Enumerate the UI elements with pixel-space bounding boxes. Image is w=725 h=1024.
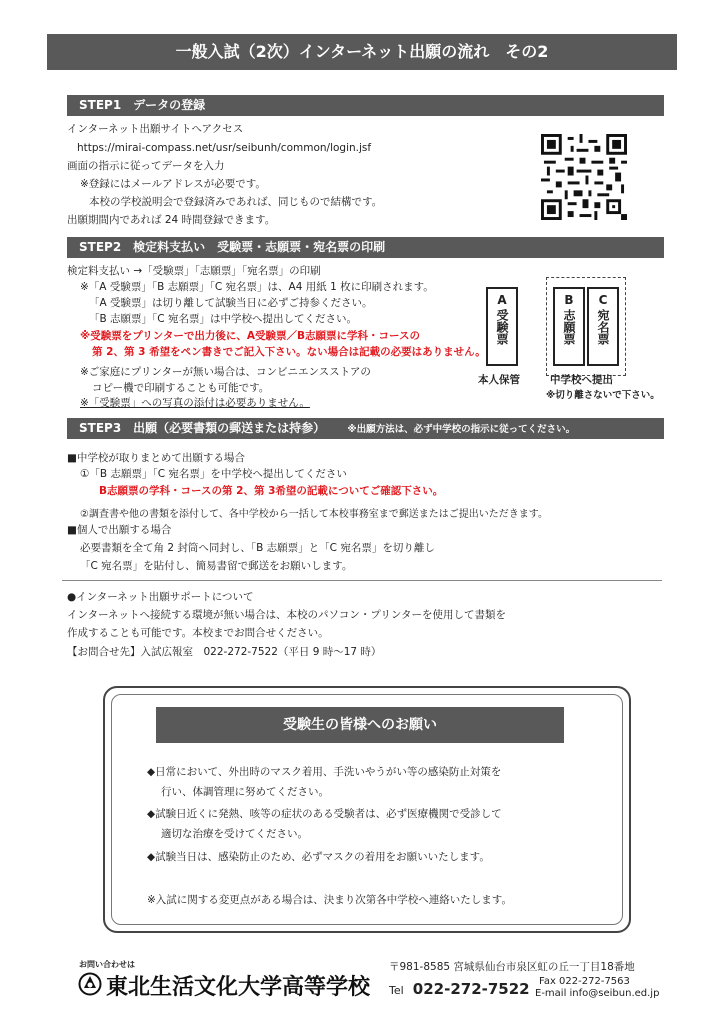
step3-line: ①「B 志願票」「C 宛名票」を中学校へ提出してください (80, 468, 347, 480)
footer-tel (389, 979, 530, 998)
step3-line: ②調査書や他の書類を添付して、各中学校から一括して本校事務室まで郵送またはご提出いただきます。 (80, 509, 548, 520)
step3-header-title: STEP3 出願（必要書類の郵送または持参） (79, 421, 326, 435)
tel-label: Tel (389, 984, 404, 997)
step3-red-line: B志願票の学科・コースの第 2、第 3希望の記載についてご確認下さい。 (99, 485, 444, 497)
ticket-bc-caption: 中学校へ提出 (550, 374, 613, 386)
footer-fax: Fax 022-272-7563 (539, 976, 630, 987)
page-title: 一般入試（2次）インターネット出願の流れ その2 (47, 34, 677, 70)
step2-line: 「B 志願票」「C 宛名票」は中学校へ提出してください。 (89, 313, 357, 325)
ticket-a-caption: 本人保管 (478, 374, 520, 386)
step2-red-line: 第 2、第 3 希望をペン書きでご記入下さい。ない場合は記載の必要はありません。 (92, 346, 486, 358)
ticket-bc-note: ※切り離さないで下さい。 (546, 390, 660, 401)
ticket-a-label: 受験票 (495, 309, 509, 345)
step1-line: ※登録にはメールアドレスが必要です。 (80, 178, 266, 190)
step3-line: 必要書類を全て角 2 封筒へ同封し、「B 志願票」と「C 宛名票」を切り離し (80, 542, 435, 554)
step2-line: 検定料支払い →「受験票」「志願票」「宛名票」の印刷 (67, 265, 321, 277)
request-item: 適切な治療を受けてください。 (161, 828, 308, 840)
step3-line: ■中学校が取りまとめて出願する場合 (67, 452, 245, 464)
request-item: ◆日常において、外出時のマスク着用、手洗いやうがい等の感染防止対策を (147, 766, 502, 778)
step3-line: 「C 宛名票」を貼付し、簡易書留で郵送をお願いします。 (80, 560, 353, 572)
request-title: 受験生の皆様へのお願い (156, 707, 564, 743)
divider (62, 580, 662, 581)
step1-header: STEP1 データの登録 (67, 95, 664, 116)
step2-header: STEP2 検定料支払い 受験票・志願票・宛名票の印刷 (67, 237, 664, 258)
request-note: ※入試に関する変更点がある場合は、決まり次第各中学校へ連絡いたします。 (147, 894, 512, 906)
school-logo-icon (78, 972, 102, 996)
step3-line: ■個人で出願する場合 (67, 524, 172, 536)
tel-number: 022-272-7522 (412, 980, 530, 998)
request-item: ◆試験当日は、感染防止のため、必ずマスクの着用をお願いいたします。 (147, 851, 490, 863)
step1-line: 画面の指示に従ってデータを入力 (67, 160, 225, 172)
step2-line: ※「受験票」への写真の添付は必要ありません。 (80, 397, 310, 409)
step3-header (67, 418, 664, 439)
ticket-c (587, 287, 619, 366)
support-line: 作成することも可能です。本校までお問合せください。 (67, 627, 329, 639)
step3-header-note: ※出願方法は、必ず中学校の指示に従ってください。 (347, 424, 576, 435)
school-name: 東北生活文化大学高等学校 (106, 975, 371, 1000)
ticket-a (486, 287, 518, 366)
ticket-b-letter: B (564, 293, 574, 307)
step1-line: 出願期間内であれば 24 時間登録できます。 (67, 214, 276, 226)
qr-code-icon[interactable] (541, 134, 627, 220)
request-item: 行い、体調管理に努めてください。 (161, 786, 329, 798)
step1-line: 本校の学校説明会で登録済みであれば、同じもので結構です。 (89, 196, 383, 208)
ticket-c-letter: C (598, 293, 608, 307)
request-item: ◆試験日近くに発熱、咳等の症状のある受験者は、必ず医療機関で受診して (147, 808, 502, 820)
step2-line: ※ご家庭にプリンターが無い場合は、コンビニエンスストアの (80, 366, 371, 378)
step2-line: ※「A 受験票」「B 志願票」「C 宛名票」は、A4 用紙 1 枚に印刷されます。 (80, 281, 434, 293)
step2-line: 「A 受験票」は切り離して試験当日に必ずご持参ください。 (89, 297, 373, 309)
step2-line: コピー機で印刷することも可能です。 (92, 382, 270, 394)
contact-label: お問い合わせは (79, 960, 135, 969)
ticket-a-letter: A (497, 293, 507, 307)
step2-red-line: ※受験票をプリンターで出力後に、A受験票／B志願票に学科・コースの (80, 330, 420, 342)
support-line: インターネットへ接続する環境が無い場合は、本校のパソコン・プリンターを使用して書類を (67, 609, 507, 621)
support-line: 【お問合せ先】入試広報室 022-272-7522（平日 9 時〜17 時） (67, 646, 382, 658)
ticket-b-label: 志願票 (562, 309, 576, 345)
ticket-c-label: 宛名票 (596, 309, 610, 345)
footer-address: 〒981-8585 宮城県仙台市泉区虹の丘一丁目18番地 (389, 961, 635, 973)
ticket-b (553, 287, 585, 366)
footer-email[interactable]: E-mail info@seibun.ed.jp (535, 988, 660, 999)
support-line: ●インターネット出願サポートについて (67, 591, 254, 603)
step1-url[interactable]: https://mirai-compass.net/usr/seibunh/common/login.jsf (77, 142, 372, 154)
step1-line: インターネット出願サイトへアクセス (67, 123, 244, 135)
